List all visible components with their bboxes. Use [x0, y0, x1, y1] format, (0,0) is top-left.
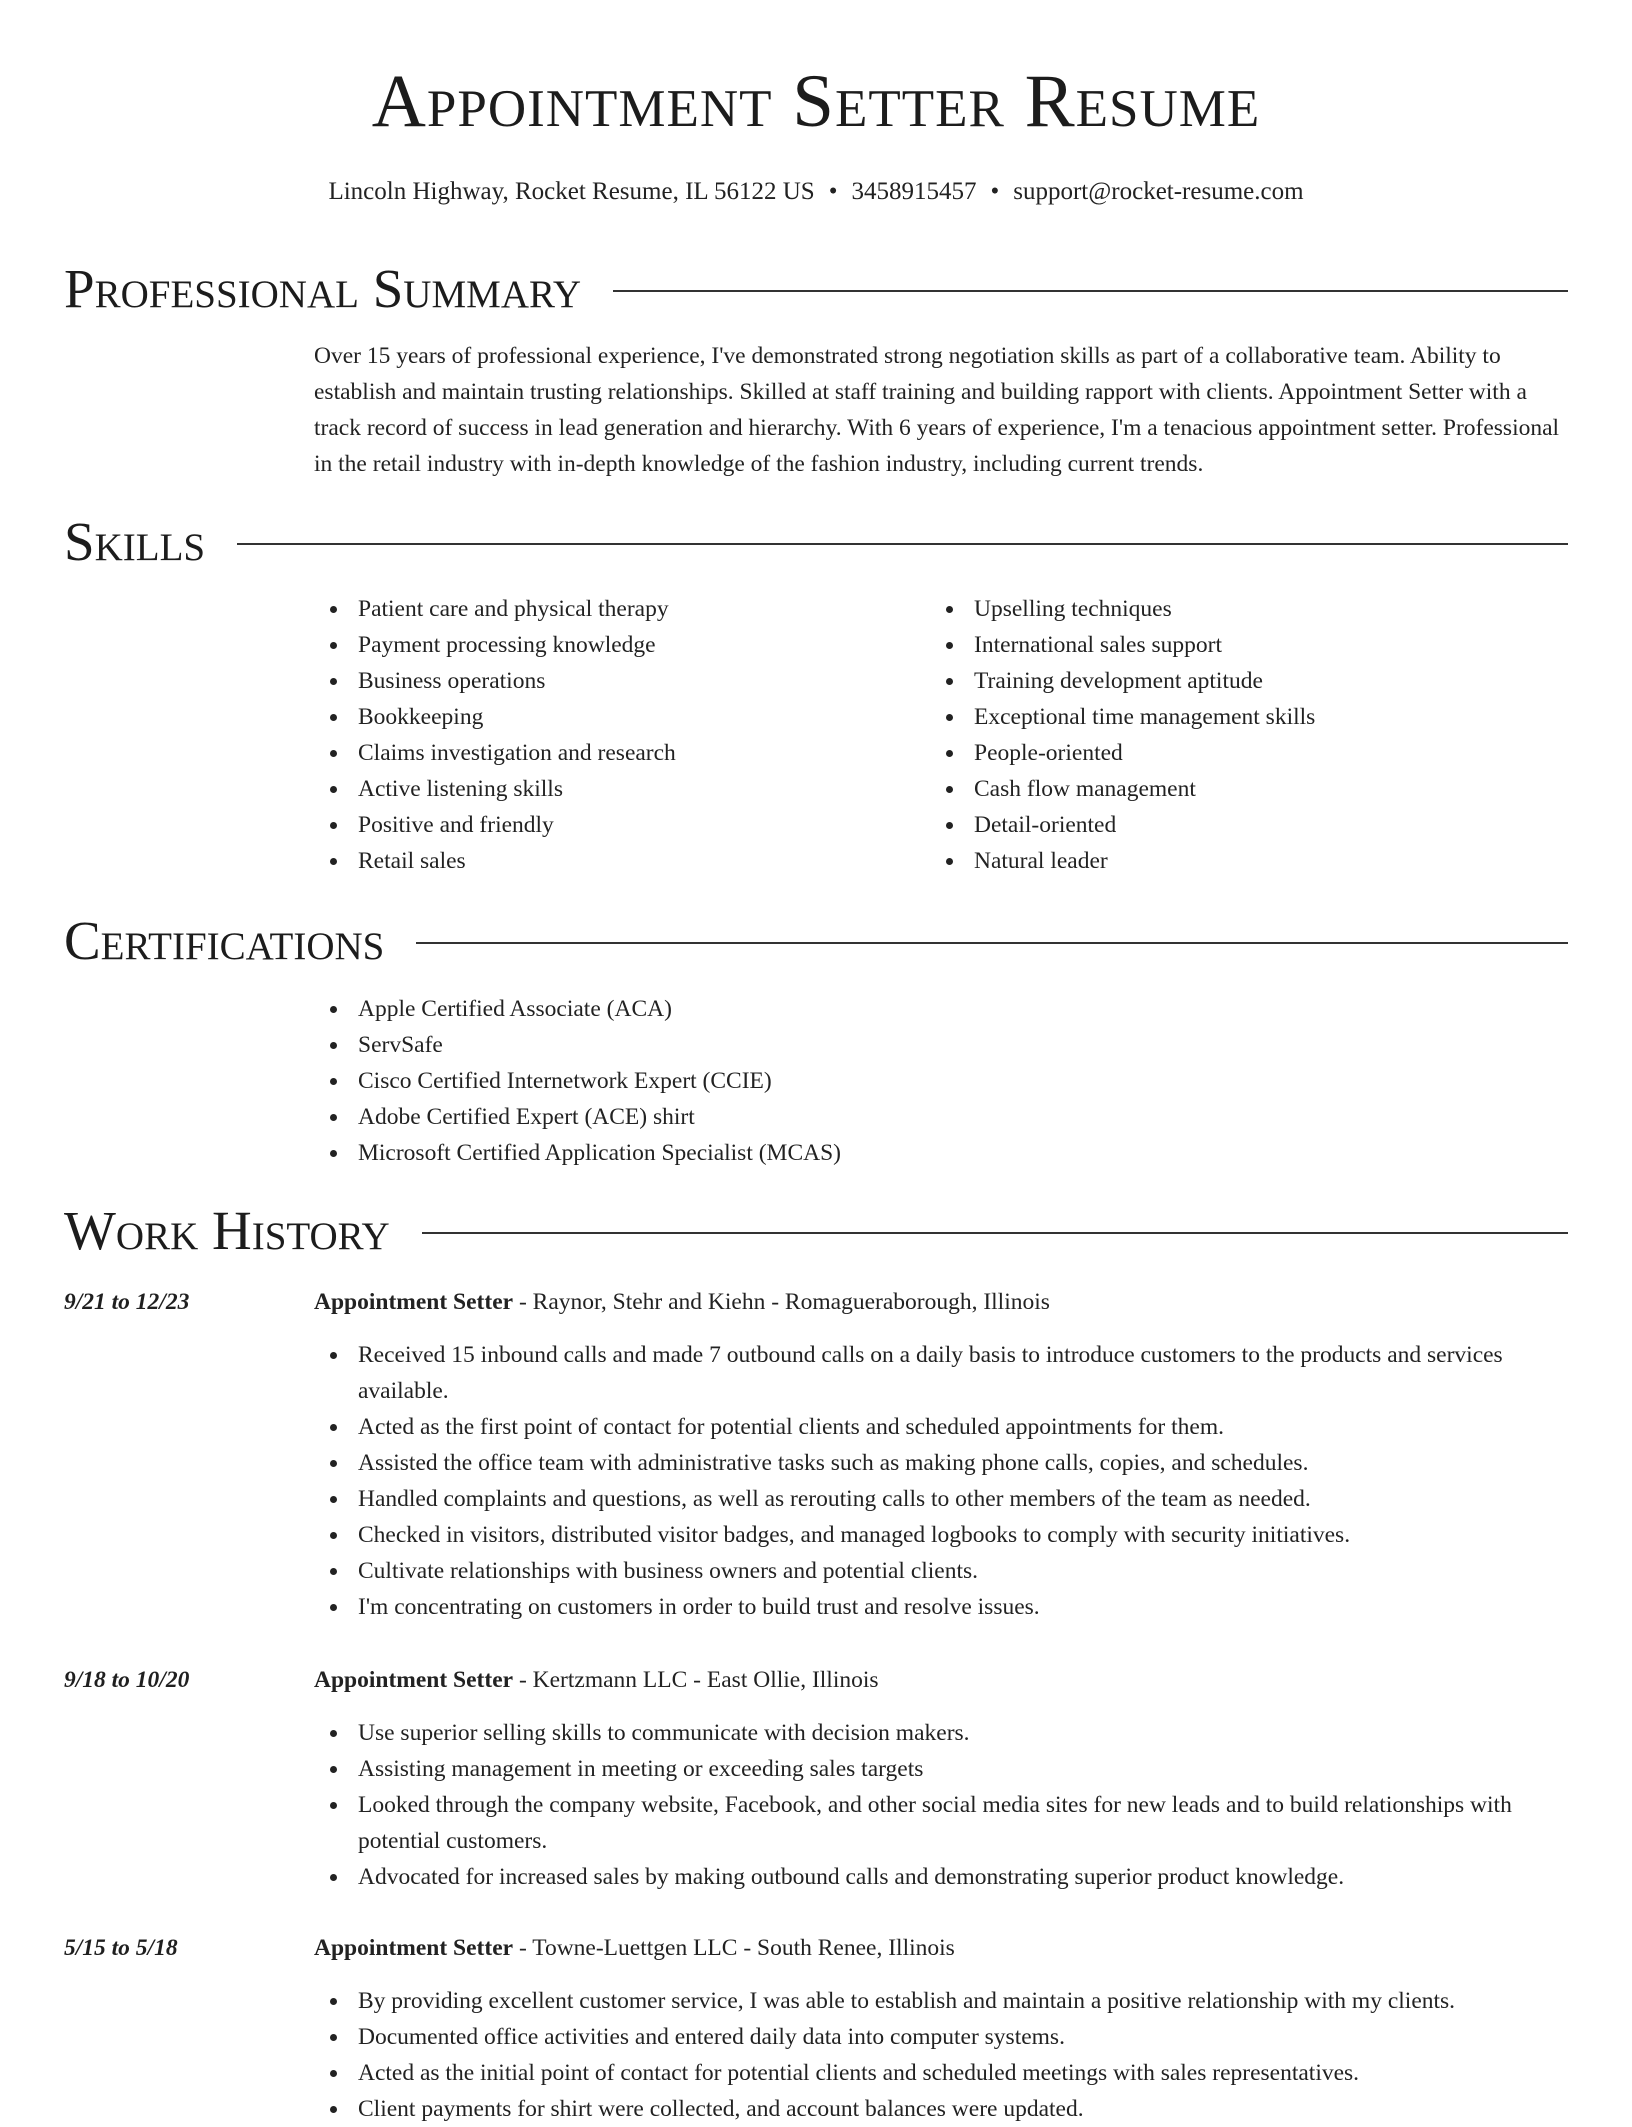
job-title-line: [314, 1284, 1050, 1320]
job-employer-location: - Raynor, Stehr and Kiehn - Romagueraborough, Illinois: [513, 1289, 1050, 1315]
summary-section-header: [64, 254, 1568, 324]
skill-item: Natural leader: [930, 843, 1530, 879]
phone: 3458915457: [851, 178, 977, 205]
skill-item: Business operations: [314, 663, 914, 699]
certifications-section-header: [64, 906, 1568, 976]
skill-item: Detail-oriented: [930, 807, 1530, 843]
job-employer-location: - Kertzmann LLC - East Ollie, Illinois: [513, 1667, 879, 1693]
job-role: Appointment Setter: [314, 1667, 514, 1693]
skill-item: Claims investigation and research: [314, 735, 914, 771]
job-bullet: I'm concentrating on customers in order to build trust and resolve issues.: [314, 1589, 1568, 1625]
job-bullet: By providing excellent customer service, I was able to establish and maintain a positive relationship with my clients.: [314, 1983, 1568, 2019]
skill-item: Upselling techniques: [930, 591, 1530, 627]
job-bullet: Assisting management in meeting or exceeding sales targets: [314, 1751, 1568, 1787]
certification-item: Apple Certified Associate (ACA): [314, 991, 1570, 1027]
job-bullet: Handled complaints and questions, as well as rerouting calls to other members of the team as needed.: [314, 1481, 1568, 1517]
job-role: Appointment Setter: [314, 1935, 514, 1961]
certification-item: Cisco Certified Internetwork Expert (CCIE): [314, 1063, 1570, 1099]
job-dates: 5/15 to 5/18: [64, 1935, 178, 1961]
certification-item: Microsoft Certified Application Specialist (MCAS): [314, 1135, 1570, 1171]
summary-text: Over 15 years of professional experience, I've demonstrated strong negotiation skills as part of a collaborative team. Ability to establish and maintain trusting relationships. Skilled at staff training and building rapport with clients. Appointment Setter with a track record of success in lead generation and hierarchy. With 6 years of experience, I'm a tenacious appointment setter. Professional in the retail industry with in-depth knowledge of the fashion industry, including current trends.: [314, 343, 1560, 477]
job-title-line: [314, 1662, 879, 1698]
job-bullet: Advocated for increased sales by making outbound calls and demonstrating superior product knowledge.: [314, 1859, 1568, 1895]
skill-item: Active listening skills: [314, 771, 914, 807]
email: support@rocket-resume.com: [1013, 178, 1304, 205]
certifications-list: [314, 991, 1570, 1171]
job-bullet: Checked in visitors, distributed visitor badges, and managed logbooks to comply with security initiatives.: [314, 1517, 1568, 1553]
job-bullets: [314, 1715, 1568, 1895]
job-bullets: [314, 1337, 1568, 1625]
job-dates: 9/18 to 10/20: [64, 1667, 190, 1693]
job-bullet: Acted as the first point of contact for potential clients and scheduled appointments for them.: [314, 1409, 1568, 1445]
work-history-heading: Work History: [64, 1196, 422, 1266]
skill-item: Cash flow management: [930, 771, 1530, 807]
summary-heading: Professional Summary: [64, 254, 613, 324]
skill-item: Retail sales: [314, 843, 914, 879]
job-role: Appointment Setter: [314, 1289, 514, 1315]
skill-item: Exceptional time management skills: [930, 699, 1530, 735]
separator-1: •: [828, 178, 838, 205]
job-bullet: Acted as the initial point of contact for potential clients and scheduled meetings with sales representatives.: [314, 2055, 1568, 2091]
work-history-section-header: [64, 1196, 1568, 1266]
section-rule: [64, 543, 1568, 545]
skill-item: International sales support: [930, 627, 1530, 663]
certifications-heading: Certifications: [64, 906, 416, 976]
contact-line: [0, 174, 1632, 210]
certification-item: Adobe Certified Expert (ACE) shirt: [314, 1099, 1570, 1135]
resume-title: Appointment Setter Resume: [371, 60, 1261, 143]
job-bullet: Documented office activities and entered daily data into computer systems.: [314, 2019, 1568, 2055]
job-bullet: Client payments for shirt were collected, and account balances were updated.: [314, 2091, 1568, 2127]
job-title-line: [314, 1930, 955, 1966]
skills-list-left: [314, 591, 914, 879]
certification-item: ServSafe: [314, 1027, 1570, 1063]
separator-2: •: [990, 178, 1000, 205]
skill-item: Payment processing knowledge: [314, 627, 914, 663]
job-bullets: [314, 1983, 1568, 2127]
skill-item: Bookkeeping: [314, 699, 914, 735]
job-bullet: Cultivate relationships with business owners and potential clients.: [314, 1553, 1568, 1589]
job-bullet: Use superior selling skills to communicate with decision makers.: [314, 1715, 1568, 1751]
skill-item: Positive and friendly: [314, 807, 914, 843]
address: Lincoln Highway, Rocket Resume, IL 56122 US: [328, 178, 815, 205]
skill-item: Patient care and physical therapy: [314, 591, 914, 627]
skills-list-right: [930, 591, 1530, 879]
job-employer-location: - Towne-Luettgen LLC - South Renee, Illinois: [513, 1935, 955, 1961]
job-bullet: Assisted the office team with administrative tasks such as making phone calls, copies, and schedules.: [314, 1445, 1568, 1481]
skills-section-header: [64, 507, 1568, 577]
skill-item: People-oriented: [930, 735, 1530, 771]
skill-item: Training development aptitude: [930, 663, 1530, 699]
job-dates: 9/21 to 12/23: [64, 1289, 190, 1315]
job-bullet: Looked through the company website, Facebook, and other social media sites for new leads and to build relationships with potential customers.: [314, 1787, 1568, 1859]
skills-heading: Skills: [64, 507, 237, 577]
job-bullet: Received 15 inbound calls and made 7 outbound calls on a daily basis to introduce customers to the products and services available.: [314, 1337, 1568, 1409]
